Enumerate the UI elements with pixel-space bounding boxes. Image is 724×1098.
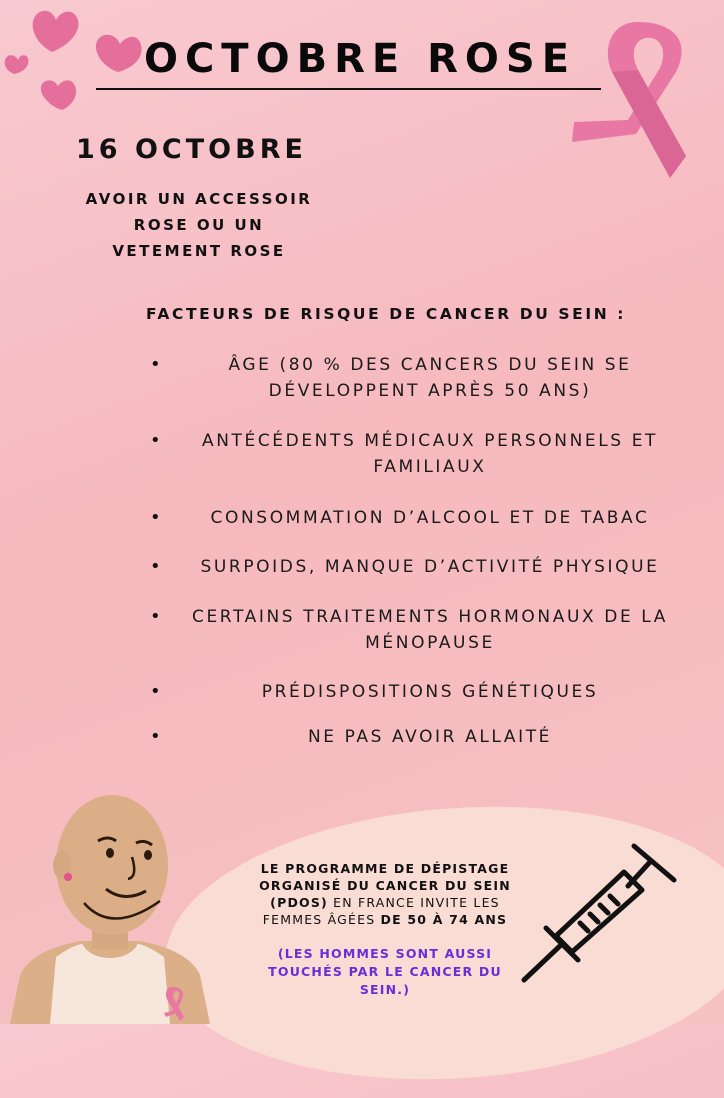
risk-factors-heading: FACTEURS DE RISQUE DE CANCER DU SEIN : bbox=[146, 305, 627, 323]
men-note bbox=[250, 945, 520, 999]
heart-icon bbox=[96, 35, 142, 72]
bullet-icon: • bbox=[150, 556, 161, 577]
risk-text: ÂGE (80 % DES CANCERS DU SEIN SE bbox=[228, 355, 632, 375]
risk-item bbox=[150, 604, 690, 656]
bullet-icon: • bbox=[150, 726, 161, 747]
syringe-icon bbox=[516, 838, 686, 988]
person-illustration bbox=[0, 785, 220, 1024]
screening-bold: DE 50 À 74 ANS bbox=[380, 912, 508, 927]
screening-line: ORGANISÉ DU CANCER DU SEIN bbox=[259, 878, 511, 893]
screening-line bbox=[240, 911, 530, 928]
pink-ribbon-icon bbox=[568, 10, 708, 190]
heart-icon bbox=[33, 11, 79, 52]
event-date: 16 OCTOBRE bbox=[76, 134, 307, 165]
screening-rest: EN FRANCE INVITE LES bbox=[327, 895, 500, 910]
risk-text: FAMILIAUX bbox=[373, 457, 487, 477]
title-underline bbox=[96, 88, 601, 90]
risk-item bbox=[150, 554, 690, 580]
screening-text bbox=[240, 860, 530, 928]
risk-item bbox=[150, 428, 690, 480]
risk-text: ANTÉCÉDENTS MÉDICAUX PERSONNELS ET bbox=[201, 431, 659, 451]
men-note-line: SEIN.) bbox=[359, 982, 411, 997]
risk-text: CONSOMMATION D’ALCOOL ET DE TABAC bbox=[210, 508, 650, 528]
risk-text: DÉVELOPPENT APRÈS 50 ANS) bbox=[268, 381, 592, 401]
bullet-icon: • bbox=[150, 681, 161, 702]
risk-item bbox=[150, 724, 690, 750]
event-line: VETEMENT ROSE bbox=[112, 242, 286, 260]
men-note-line: TOUCHÉS PAR LE CANCER DU bbox=[268, 964, 502, 979]
risk-text: SURPOIDS, MANQUE D’ACTIVITÉ PHYSIQUE bbox=[200, 557, 660, 577]
risk-text: CERTAINS TRAITEMENTS HORMONAUX DE LA bbox=[192, 607, 668, 627]
bullet-icon: • bbox=[150, 606, 161, 627]
risk-text: MÉNOPAUSE bbox=[365, 633, 495, 653]
risk-item bbox=[150, 679, 690, 705]
risk-item bbox=[150, 505, 690, 531]
page-title: OCTOBRE ROSE bbox=[143, 36, 577, 82]
hearts-decoration bbox=[0, 0, 160, 120]
bullet-icon: • bbox=[150, 507, 161, 528]
bullet-icon: • bbox=[150, 430, 161, 451]
screening-line bbox=[240, 894, 530, 911]
event-description bbox=[64, 186, 334, 264]
risk-text: PRÉDISPOSITIONS GÉNÉTIQUES bbox=[261, 682, 599, 702]
men-note-line: (LES HOMMES SONT AUSSI bbox=[277, 946, 493, 961]
heart-icon bbox=[41, 80, 76, 110]
heart-icon bbox=[5, 55, 29, 74]
risk-text: NE PAS AVOIR ALLAITÉ bbox=[307, 727, 553, 747]
risk-item bbox=[150, 352, 690, 404]
screening-start: FEMMES ÂGÉES bbox=[262, 912, 381, 927]
bullet-icon: • bbox=[150, 354, 161, 375]
screening-bold: (PDOS) bbox=[270, 895, 328, 910]
event-line: ROSE OU UN bbox=[133, 216, 265, 234]
event-line: AVOIR UN ACCESSOIR bbox=[85, 190, 313, 208]
screening-line: LE PROGRAMME DE DÉPISTAGE bbox=[260, 861, 510, 876]
